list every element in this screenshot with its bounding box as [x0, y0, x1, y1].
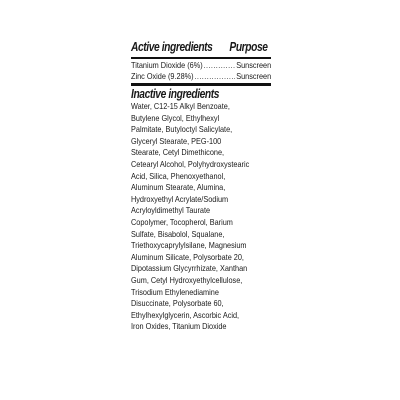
ingredient-line: Aluminum Silicate, Polysorbate 20, — [131, 251, 244, 262]
ingredient-line: Gum, Cetyl Hydroxyethylcellulose, — [131, 274, 243, 285]
ingredient-line: Sulfate, Bisabolol, Squalane, — [131, 228, 225, 239]
active-ingredient-name: Zinc Oxide (9.28%) — [131, 71, 194, 81]
ingredient-line: Aluminum Stearate, Alumina, — [131, 182, 226, 193]
inactive-ingredients-list — [131, 101, 250, 333]
active-ingredients-heading: Active ingredients — [131, 40, 213, 54]
active-ingredient-purpose: Sunscreen — [236, 71, 272, 81]
ingredient-line: Butylene Glycol, Ethylhexyl — [131, 112, 220, 123]
ingredient-line: Glyceryl Stearate, PEG-100 — [131, 135, 222, 146]
inactive-ingredients-heading: Inactive ingredients — [131, 87, 220, 101]
purpose-heading: Purpose — [229, 40, 268, 54]
leader-dots — [203, 60, 235, 70]
ingredient-line: Trisodium Ethylenediamine — [131, 286, 219, 297]
active-ingredient-row — [131, 71, 271, 81]
ingredient-line: Acryloyldimethyl Taurate — [131, 205, 211, 216]
ingredient-line: Disuccinate, Polysorbate 60, — [131, 298, 224, 309]
ingredient-line: Iron Oxides, Titanium Dioxide — [131, 321, 227, 332]
ingredient-line: Ethylhexylglycerin, Ascorbic Acid, — [131, 309, 240, 320]
active-ingredient-row — [131, 60, 271, 70]
section-divider — [131, 83, 271, 86]
active-header-row — [131, 40, 270, 56]
ingredient-line: Hydroxyethyl Acrylate/Sodium — [131, 193, 229, 204]
active-ingredient-name: Titanium Dioxide (6%) — [131, 60, 203, 70]
header-divider — [131, 57, 271, 59]
active-ingredient-purpose: Sunscreen — [236, 60, 272, 70]
ingredient-line: Stearate, Cetyl Dimethicone, — [131, 147, 225, 158]
ingredient-line: Dipotassium Glycyrrhizate, Xanthan — [131, 263, 248, 274]
ingredient-line: Acid, Silica, Phenoxyethanol, — [131, 170, 226, 181]
ingredient-line: Triethoxycaprylylsilane, Magnesium — [131, 240, 247, 251]
ingredient-line: Copolymer, Tocopherol, Barium — [131, 216, 233, 227]
ingredient-line: Water, C12-15 Alkyl Benzoate, — [131, 101, 230, 111]
ingredient-line: Cetearyl Alcohol, Polyhydroxystearic — [131, 158, 250, 169]
drug-facts-label — [131, 40, 271, 333]
leader-dots — [194, 71, 235, 81]
ingredient-line: Palmitate, Butyloctyl Salicylate, — [131, 124, 233, 135]
